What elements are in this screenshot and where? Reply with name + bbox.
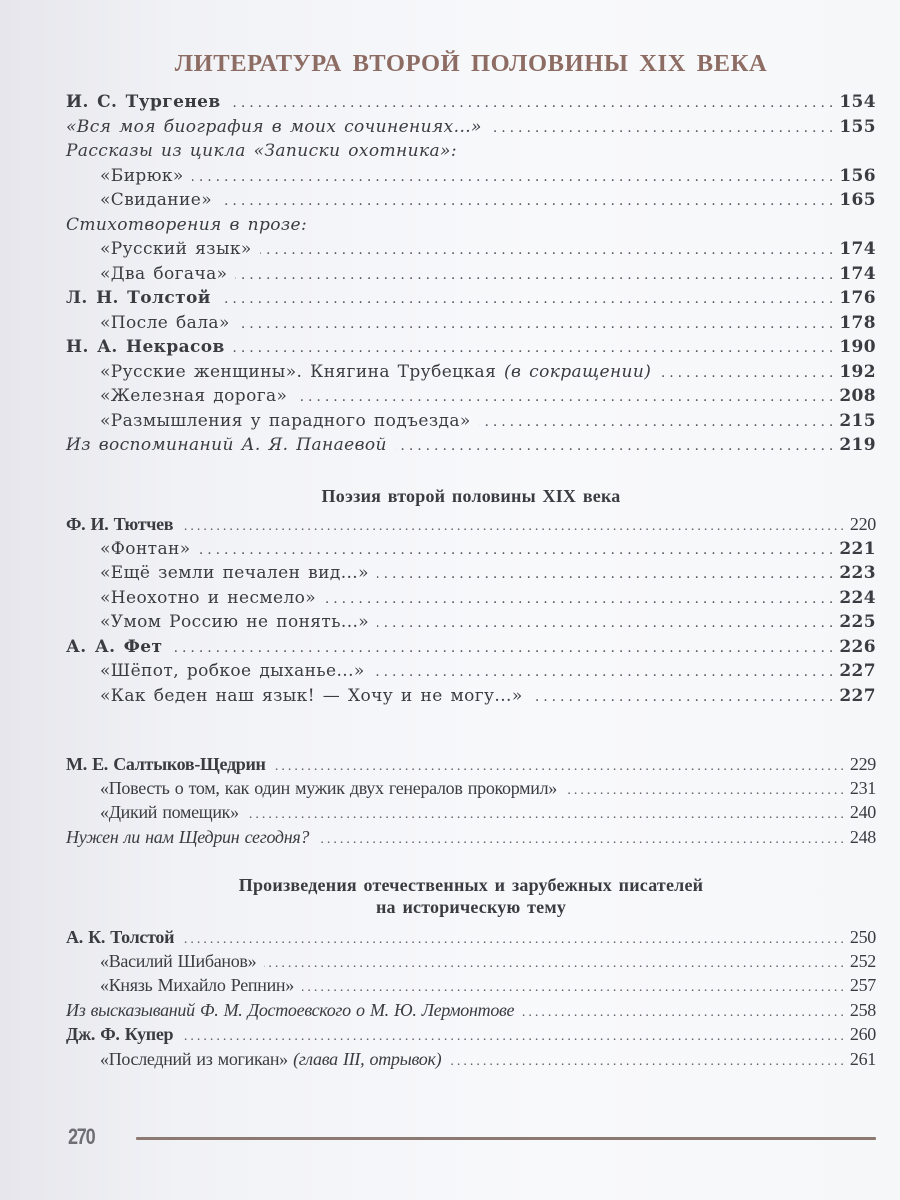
entry-label: «Русский язык» xyxy=(100,239,252,259)
toc-entry[interactable] xyxy=(66,998,876,1022)
entry-label-main: «Последний из могикан» xyxy=(100,1049,288,1069)
dot-leader xyxy=(181,1025,844,1049)
dot-leader xyxy=(247,803,844,827)
toc-entry[interactable] xyxy=(66,1047,876,1071)
dot-leader xyxy=(479,410,834,434)
dot-leader xyxy=(490,116,833,140)
page-title: ЛИТЕРАТУРА ВТОРОЙ ПОЛОВИНЫ XIX ВЕКА xyxy=(174,50,768,77)
entry-label: «Умом Россию не понять...» xyxy=(100,612,370,632)
entry-label: «Неохотно и несмело» xyxy=(100,588,317,608)
entry-label: «Князь Михайло Репнин» xyxy=(100,975,294,995)
entry-label: Стихотворения в прозе: xyxy=(66,215,308,235)
toc-group-heading xyxy=(66,139,876,163)
entry-page-number: 229 xyxy=(849,754,876,774)
entry-label: «Василий Шибанов» xyxy=(100,951,257,971)
entry-label: «Железная дорога» xyxy=(100,386,288,406)
entry-page-number: 155 xyxy=(839,117,876,137)
dot-leader xyxy=(260,238,834,262)
dot-leader xyxy=(235,263,833,287)
entry-page-number: 240 xyxy=(849,802,876,822)
entry-label: «Два богача» xyxy=(100,264,228,284)
dot-leader xyxy=(199,538,834,562)
toc-entry[interactable] xyxy=(66,684,876,708)
section-title-poetry: Поэзия второй половины XIX века xyxy=(321,486,621,506)
entry-label-note: (в сокращении) xyxy=(504,362,652,382)
entry-page-number: 258 xyxy=(849,1000,876,1020)
dot-leader xyxy=(449,1050,844,1074)
dot-leader xyxy=(302,976,844,1000)
entry-label: Из воспоминаний А. Я. Панаевой xyxy=(66,435,387,455)
entry-page-number: 227 xyxy=(839,686,876,706)
dot-leader xyxy=(170,636,833,660)
toc-entry[interactable] xyxy=(66,188,876,212)
toc-entry-author[interactable] xyxy=(66,90,876,114)
toc-entry[interactable] xyxy=(66,384,876,408)
toc-entry[interactable] xyxy=(66,360,876,384)
toc-entry[interactable] xyxy=(66,164,876,188)
toc-entry-author[interactable] xyxy=(66,335,876,359)
entry-label: «Повесть о том, как один мужик двух генералов прокормил» xyxy=(100,778,557,798)
toc-entry-author[interactable] xyxy=(66,1022,876,1046)
entry-page-number: 156 xyxy=(839,166,876,186)
entry-page-number: 190 xyxy=(839,337,876,357)
entry-label: А. К. Толстой xyxy=(66,927,175,947)
dot-leader xyxy=(238,312,834,336)
dot-leader xyxy=(220,189,833,213)
dot-leader xyxy=(192,165,834,189)
section-title-line-2: на историческую тему xyxy=(375,897,567,917)
toc-entry[interactable] xyxy=(66,561,876,585)
toc-entry[interactable] xyxy=(66,433,876,457)
toc-entry-author[interactable] xyxy=(66,635,876,659)
toc-entry[interactable] xyxy=(66,409,876,433)
toc-entry[interactable] xyxy=(66,825,876,849)
entry-page-number: 221 xyxy=(839,539,876,559)
toc-group-heading xyxy=(66,213,876,237)
entry-label-main: «Русские женщины». Княгина Трубецкая xyxy=(100,362,497,382)
entry-label: И. С. Тургенев xyxy=(66,92,221,112)
entry-page-number: 176 xyxy=(839,288,876,308)
entry-label: «Вся моя биография в моих сочинениях...» xyxy=(66,117,482,137)
entry-label: «Дикий помещик» xyxy=(100,802,239,822)
entry-page-number: 178 xyxy=(839,313,876,333)
dot-leader xyxy=(373,660,834,684)
entry-page-number: 154 xyxy=(839,92,876,112)
entry-page-number: 192 xyxy=(839,362,876,382)
section-title-historical xyxy=(66,874,876,918)
entry-page-number: 250 xyxy=(849,927,876,947)
dot-leader xyxy=(295,385,833,409)
toc-entry[interactable] xyxy=(66,776,876,800)
dot-leader xyxy=(395,434,833,458)
footer-page-number: 270 xyxy=(68,1124,95,1149)
entry-page-number: 252 xyxy=(849,951,876,971)
section-title-line-1: Произведения отечественных и зарубежных писателей xyxy=(238,875,704,895)
entry-label: А. А. Фет xyxy=(66,637,163,657)
entry-label: «Шёпот, робкое дыханье...» xyxy=(100,661,365,681)
entry-label: Л. Н. Толстой xyxy=(66,288,211,308)
entry-label: «Бирюк» xyxy=(100,166,184,186)
toc-entry[interactable] xyxy=(66,973,876,997)
entry-label: Н. А. Некрасов xyxy=(66,337,225,357)
entry-page-number: 165 xyxy=(839,190,876,210)
dot-leader xyxy=(229,91,834,115)
toc-entry[interactable] xyxy=(66,659,876,683)
entry-label xyxy=(100,1047,441,1071)
entry-page-number: 224 xyxy=(839,588,876,608)
entry-page-number: 260 xyxy=(849,1024,876,1044)
toc-entry-author[interactable] xyxy=(66,925,876,949)
toc-entry-author[interactable] xyxy=(66,752,876,776)
toc-entry-author[interactable] xyxy=(66,286,876,310)
entry-page-number: 227 xyxy=(839,661,876,681)
dot-leader xyxy=(233,336,834,360)
entry-page-number: 220 xyxy=(849,514,876,534)
dot-leader xyxy=(219,287,834,311)
entry-page-number: 231 xyxy=(849,778,876,798)
toc-entry[interactable] xyxy=(66,237,876,261)
dot-leader xyxy=(377,611,833,635)
toc-entry[interactable] xyxy=(66,949,876,973)
entry-label: «Фонтан» xyxy=(100,539,191,559)
toc-entry[interactable] xyxy=(66,800,876,824)
entry-page-number: 223 xyxy=(839,563,876,583)
entry-page-number: 219 xyxy=(839,435,876,455)
dot-leader xyxy=(377,562,833,586)
entry-page-number: 261 xyxy=(849,1049,876,1069)
dot-leader xyxy=(324,587,833,611)
entry-label: Нужен ли нам Щедрин сегодня? xyxy=(66,827,310,847)
toc-entry[interactable] xyxy=(66,586,876,610)
entry-label: Ф. И. Тютчев xyxy=(66,514,174,534)
entry-label: Дж. Ф. Купер xyxy=(66,1024,174,1044)
entry-label: «Ещё земли печален вид...» xyxy=(100,563,369,583)
footer-rule xyxy=(136,1137,876,1140)
dot-leader xyxy=(659,361,833,385)
entry-label: «Размышления у парадного подъезда» xyxy=(100,411,471,431)
entry-label: Рассказы из цикла «Записки охотника»: xyxy=(66,141,457,161)
entry-page-number: 174 xyxy=(839,239,876,259)
entry-label xyxy=(100,360,651,384)
entry-label: М. Е. Салтыков-Щедрин xyxy=(66,754,266,774)
entry-page-number: 225 xyxy=(839,612,876,632)
toc-entry[interactable] xyxy=(66,262,876,286)
entry-page-number: 257 xyxy=(849,975,876,995)
entry-page-number: 215 xyxy=(839,411,876,431)
dot-leader xyxy=(317,828,844,852)
entry-page-number: 208 xyxy=(839,386,876,406)
toc-entry[interactable] xyxy=(66,610,876,634)
entry-page-number: 248 xyxy=(849,827,876,847)
entry-page-number: 226 xyxy=(839,637,876,657)
entry-label: «Свидание» xyxy=(100,190,213,210)
toc-entry[interactable] xyxy=(66,311,876,335)
toc-entry[interactable] xyxy=(66,115,876,139)
toc-entry-author[interactable] xyxy=(66,512,876,536)
dot-leader xyxy=(181,515,844,539)
dot-leader xyxy=(531,685,834,709)
entry-label: Из высказываний Ф. М. Достоевского о М. Ю. Лермонтове xyxy=(66,1000,515,1020)
entry-page-number: 174 xyxy=(839,264,876,284)
entry-label: «Как беден наш язык! — Хочу и не могу...» xyxy=(100,686,523,706)
toc-entry[interactable] xyxy=(66,537,876,561)
entry-label-note: (глава III, отрывок) xyxy=(293,1049,442,1069)
entry-label: «После бала» xyxy=(100,313,230,333)
